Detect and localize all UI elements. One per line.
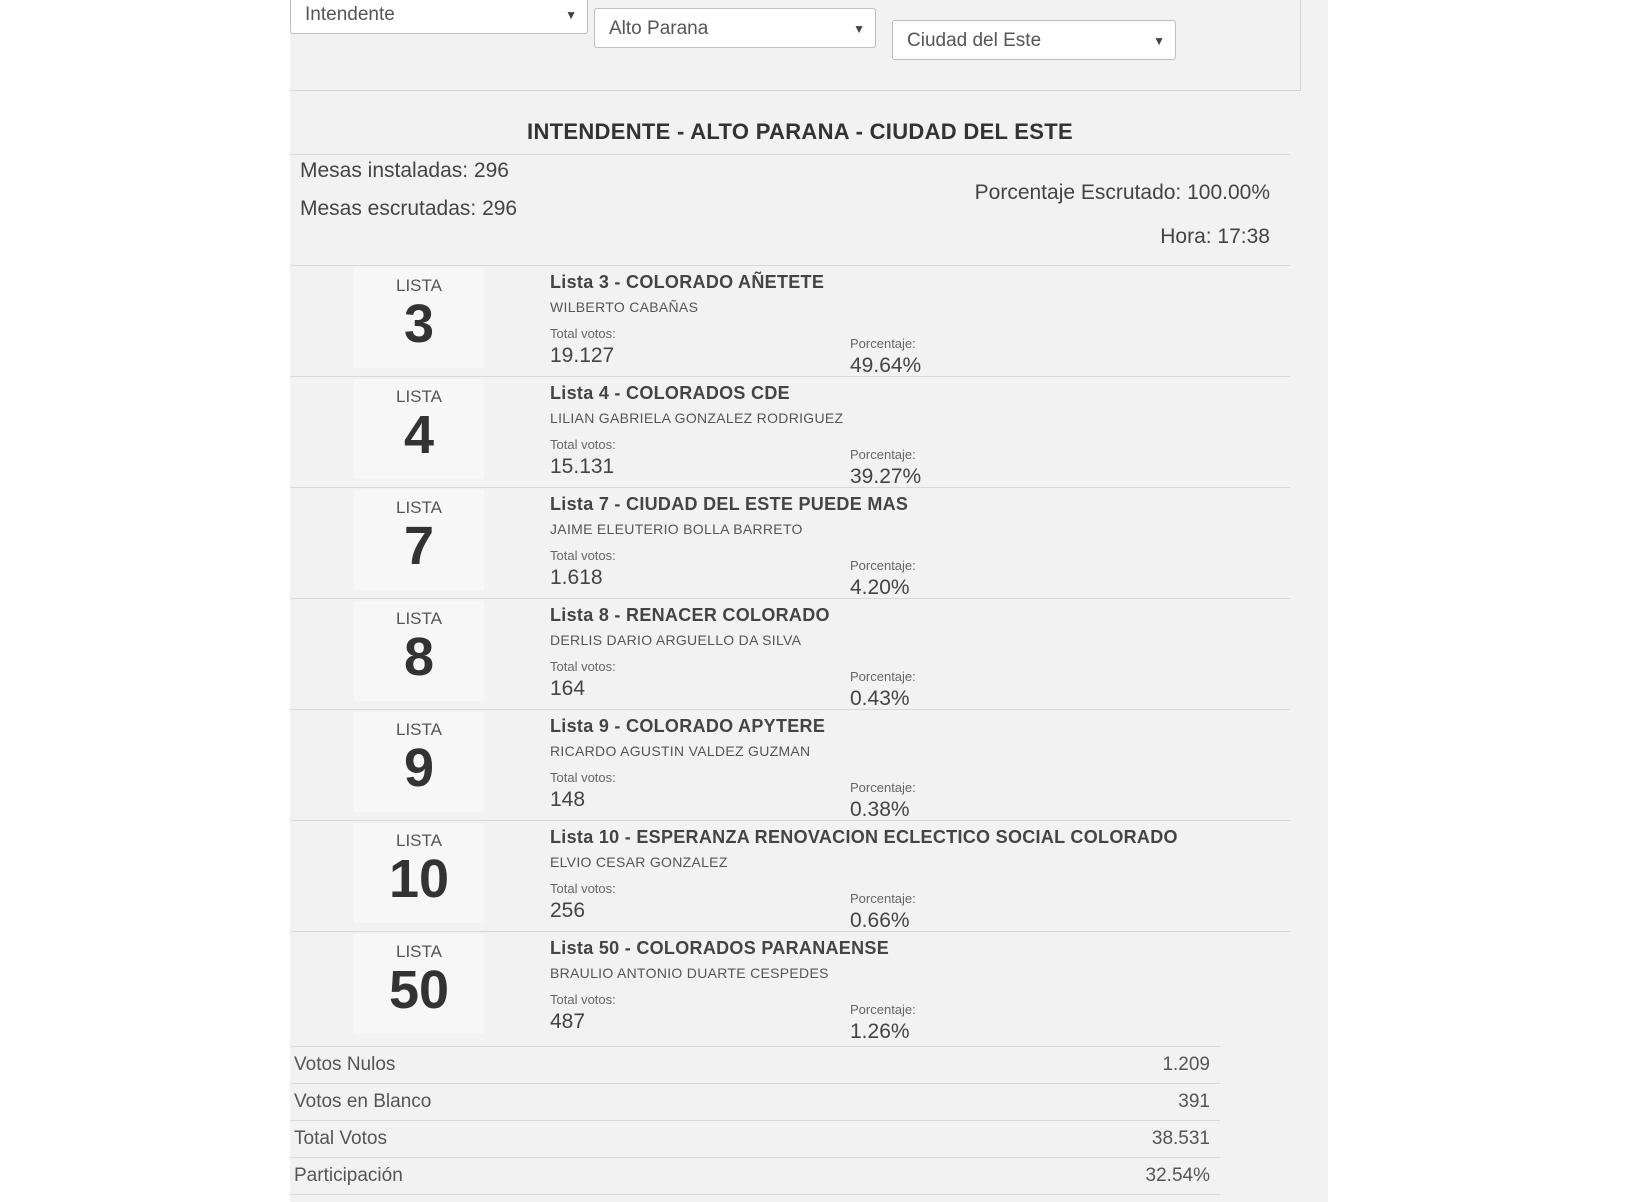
- party-name: Lista 50 - COLORADOS PARANAENSE: [550, 938, 890, 958]
- total-votos-label: Total votos:: [550, 437, 616, 452]
- cargo-select-value: Intendente: [305, 4, 395, 25]
- cargo-select[interactable]: [290, 0, 588, 34]
- list-item: [290, 376, 1290, 487]
- totals-label: Votos en Blanco: [294, 1091, 432, 1112]
- lista-label: LISTA: [396, 498, 442, 517]
- porcentaje-label: Porcentaje:: [850, 780, 916, 795]
- totals-value: 1.209: [1162, 1054, 1210, 1075]
- porcentaje-value: 0.38%: [850, 798, 910, 821]
- lista-label: LISTA: [396, 831, 442, 850]
- lista-number: 10: [388, 849, 450, 909]
- totals-value: 38.531: [1151, 1128, 1210, 1149]
- lista-number: 9: [403, 738, 435, 798]
- totals-label: Votos Nulos: [294, 1054, 396, 1075]
- porcentaje-value: 4.20%: [850, 576, 910, 599]
- porcentaje-value: 0.66%: [850, 909, 910, 932]
- candidate-name: RICARDO AGUSTIN VALDEZ GUZMAN: [550, 743, 811, 759]
- mesas-escrutadas: Mesas escrutadas: 296: [300, 197, 518, 220]
- lista-label: LISTA: [396, 942, 442, 961]
- porcentaje-value: 49.64%: [850, 354, 922, 377]
- lista-info: [550, 827, 1250, 932]
- candidate-name: DERLIS DARIO ARGUELLO DA SILVA: [550, 632, 802, 648]
- page-title: INTENDENTE - ALTO PARANA - CIUDAD DEL ESTE: [290, 110, 1290, 155]
- party-name: Lista 4 - COLORADOS CDE: [550, 383, 790, 403]
- lista-badge: [354, 823, 484, 923]
- candidate-name: BRAULIO ANTONIO DUARTE CESPEDES: [550, 965, 829, 981]
- table-row: [290, 1121, 1220, 1158]
- distrito-select[interactable]: [892, 20, 1176, 60]
- listas-list: [290, 265, 1290, 1042]
- totals-table: [290, 1046, 1220, 1195]
- lista-number: 3: [403, 294, 435, 354]
- results-screen: [290, 0, 1328, 1202]
- total-votos-value: 164: [550, 677, 586, 700]
- hora: Hora: 17:38: [1160, 225, 1270, 248]
- table-row: [290, 1158, 1220, 1195]
- lista-badge: [354, 490, 484, 590]
- candidate-name: ELVIO CESAR GONZALEZ: [550, 854, 728, 870]
- chevron-down-icon: ▼: [565, 8, 577, 22]
- total-votos-value: 487: [550, 1010, 586, 1033]
- porcentaje-value: 39.27%: [850, 465, 922, 488]
- party-name: Lista 9 - COLORADO APYTERE: [550, 716, 826, 736]
- candidate-name: JAIME ELEUTERIO BOLLA BARRETO: [550, 521, 803, 537]
- porcentaje-label: Porcentaje:: [850, 558, 916, 573]
- filter-bar: [290, 0, 1301, 91]
- party-name: Lista 8 - RENACER COLORADO: [550, 605, 830, 625]
- lista-badge: [354, 268, 484, 368]
- lista-info: [550, 494, 1250, 599]
- totals-label: Participación: [294, 1165, 403, 1186]
- list-item: [290, 487, 1290, 598]
- table-row: [290, 1047, 1220, 1084]
- table-row: [290, 1084, 1220, 1121]
- departamento-select-value: Alto Parana: [609, 18, 709, 39]
- party-name: Lista 7 - CIUDAD DEL ESTE PUEDE MAS: [550, 494, 909, 514]
- lista-number: 4: [403, 405, 435, 465]
- porcentaje-label: Porcentaje:: [850, 447, 916, 462]
- candidate-name: LILIAN GABRIELA GONZALEZ RODRIGUEZ: [550, 410, 844, 426]
- total-votos-label: Total votos:: [550, 659, 616, 674]
- lista-info: [550, 383, 1250, 488]
- totals-value: 391: [1178, 1091, 1210, 1112]
- total-votos-value: 1.618: [550, 566, 603, 589]
- total-votos-label: Total votos:: [550, 548, 616, 563]
- total-votos-label: Total votos:: [550, 326, 616, 341]
- porcentaje-label: Porcentaje:: [850, 891, 916, 906]
- porcentaje-value: 0.43%: [850, 687, 910, 710]
- porcentaje-label: Porcentaje:: [850, 336, 916, 351]
- lista-label: LISTA: [396, 720, 442, 739]
- party-name: Lista 3 - COLORADO AÑETETE: [550, 272, 825, 292]
- totals-label: Total Votos: [294, 1128, 387, 1149]
- porcentaje-label: Porcentaje:: [850, 669, 916, 684]
- lista-badge: [354, 712, 484, 812]
- chevron-down-icon: ▼: [853, 22, 865, 36]
- lista-label: LISTA: [396, 276, 442, 295]
- lista-info: [550, 272, 1250, 377]
- results-meta: [290, 155, 1290, 248]
- total-votos-value: 15.131: [550, 455, 615, 478]
- lista-badge: [354, 934, 484, 1034]
- total-votos-label: Total votos:: [550, 992, 616, 1007]
- lista-info: [550, 716, 1250, 821]
- mesas-instaladas: Mesas instaladas: 296: [300, 159, 509, 182]
- lista-number: 7: [403, 516, 435, 576]
- totals-value: 32.54%: [1145, 1165, 1210, 1186]
- lista-number: 50: [388, 960, 450, 1020]
- lista-label: LISTA: [396, 609, 442, 628]
- list-item: [290, 820, 1290, 931]
- lista-number: 8: [403, 627, 435, 687]
- list-item: [290, 931, 1290, 1042]
- porcentaje-label: Porcentaje:: [850, 1002, 916, 1017]
- departamento-select[interactable]: [594, 8, 876, 48]
- list-item: [290, 709, 1290, 820]
- lista-info: [550, 605, 1250, 710]
- results-panel: [290, 110, 1290, 1195]
- lista-info: [550, 938, 1250, 1043]
- total-votos-label: Total votos:: [550, 881, 616, 896]
- porcentaje-escrutado: Porcentaje Escrutado: 100.00%: [974, 181, 1270, 204]
- list-item: [290, 598, 1290, 709]
- candidate-name: WILBERTO CABAÑAS: [550, 299, 699, 315]
- total-votos-value: 256: [550, 899, 586, 922]
- chevron-down-icon: ▼: [1153, 34, 1165, 48]
- lista-badge: [354, 379, 484, 479]
- distrito-select-value: Ciudad del Este: [907, 30, 1042, 51]
- total-votos-value: 148: [550, 788, 586, 811]
- total-votos-value: 19.127: [550, 344, 615, 367]
- list-item: [290, 265, 1290, 376]
- lista-badge: [354, 601, 484, 701]
- party-name: Lista 10 - ESPERANZA RENOVACION ECLECTICO SOCIAL COLORADO: [550, 827, 1178, 847]
- porcentaje-value: 1.26%: [850, 1020, 910, 1043]
- total-votos-label: Total votos:: [550, 770, 616, 785]
- lista-label: LISTA: [396, 387, 442, 406]
